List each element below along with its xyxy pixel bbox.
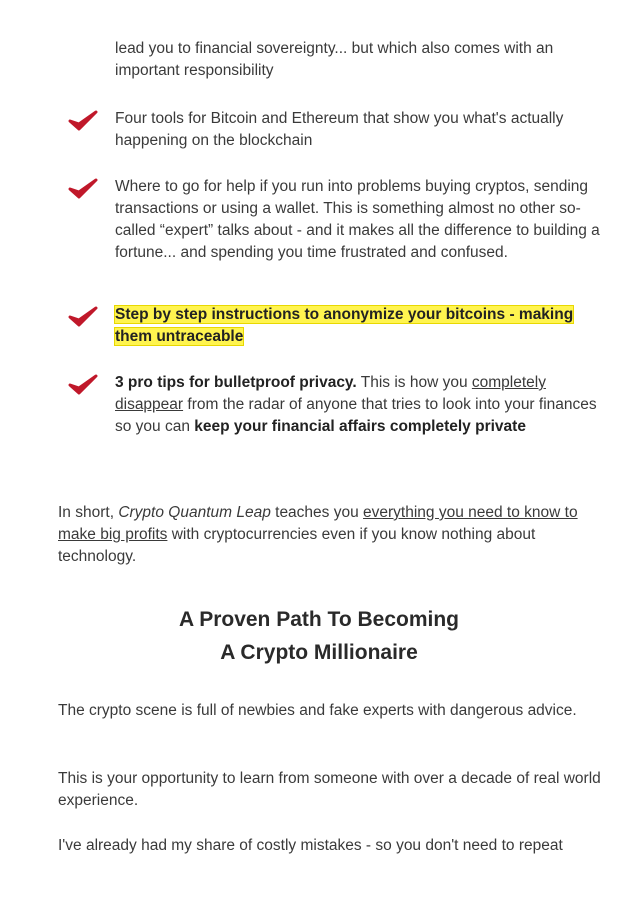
text: This is how you <box>356 374 472 391</box>
paragraph: I've already had my share of costly mistakes - so you don't need to repeat <box>58 837 563 854</box>
product-title: Crypto Quantum Leap <box>118 504 271 521</box>
checkmark-icon <box>68 110 98 132</box>
section-heading-line-2: A Crypto Millionaire <box>220 641 418 664</box>
highlighted-text: Step by step instructions to anonymize your bitcoins - making them untraceable <box>115 306 574 345</box>
checkmark-icon <box>68 306 98 328</box>
section-heading-line-1: A Proven Path To Becoming <box>178 608 460 631</box>
bullet-continuation-line-2: important responsibility <box>115 62 274 79</box>
bullet-privacy-tips <box>115 372 605 438</box>
section-heading <box>0 603 638 669</box>
text: with cryptocurrencies even if you know nothing about technology. <box>58 526 536 565</box>
paragraph: The crypto scene is full of newbies and fake experts with dangerous advice. <box>58 702 577 719</box>
checkmark-icon <box>68 178 98 200</box>
underlined-text: everything you need to know to make big profits <box>58 504 578 543</box>
text: teaches you <box>270 504 364 521</box>
bullet-blockchain-tools: Four tools for Bitcoin and Ethereum that show you what's actually happening on the blockchain <box>115 110 564 149</box>
bullet-where-to-get-help: Where to go for help if you run into problems buying cryptos, sending transactions or using a wallet. This is something almost no other so-called “expert” talks about - and it makes all the difference to building a fortune... and spending you time frustrated and confused. <box>115 178 600 261</box>
checkmark-icon <box>68 374 98 396</box>
bold-text: keep your financial affairs completely private <box>194 418 526 435</box>
underlined-text: completely disappear <box>115 374 546 413</box>
bold-lead: 3 pro tips for bulletproof privacy. <box>115 374 357 391</box>
summary-paragraph <box>58 502 606 568</box>
paragraph: This is your opportunity to learn from someone with over a decade of real world experience. <box>58 770 601 809</box>
text: In short, <box>58 504 119 521</box>
bullet-continuation-line-1: lead you to financial sovereignty... but which also comes with an <box>115 40 554 57</box>
bullet-anonymize <box>115 304 605 348</box>
text: from the radar of anyone that tries to look into your finances so you can <box>115 396 597 435</box>
bullet-continuation <box>115 38 605 82</box>
